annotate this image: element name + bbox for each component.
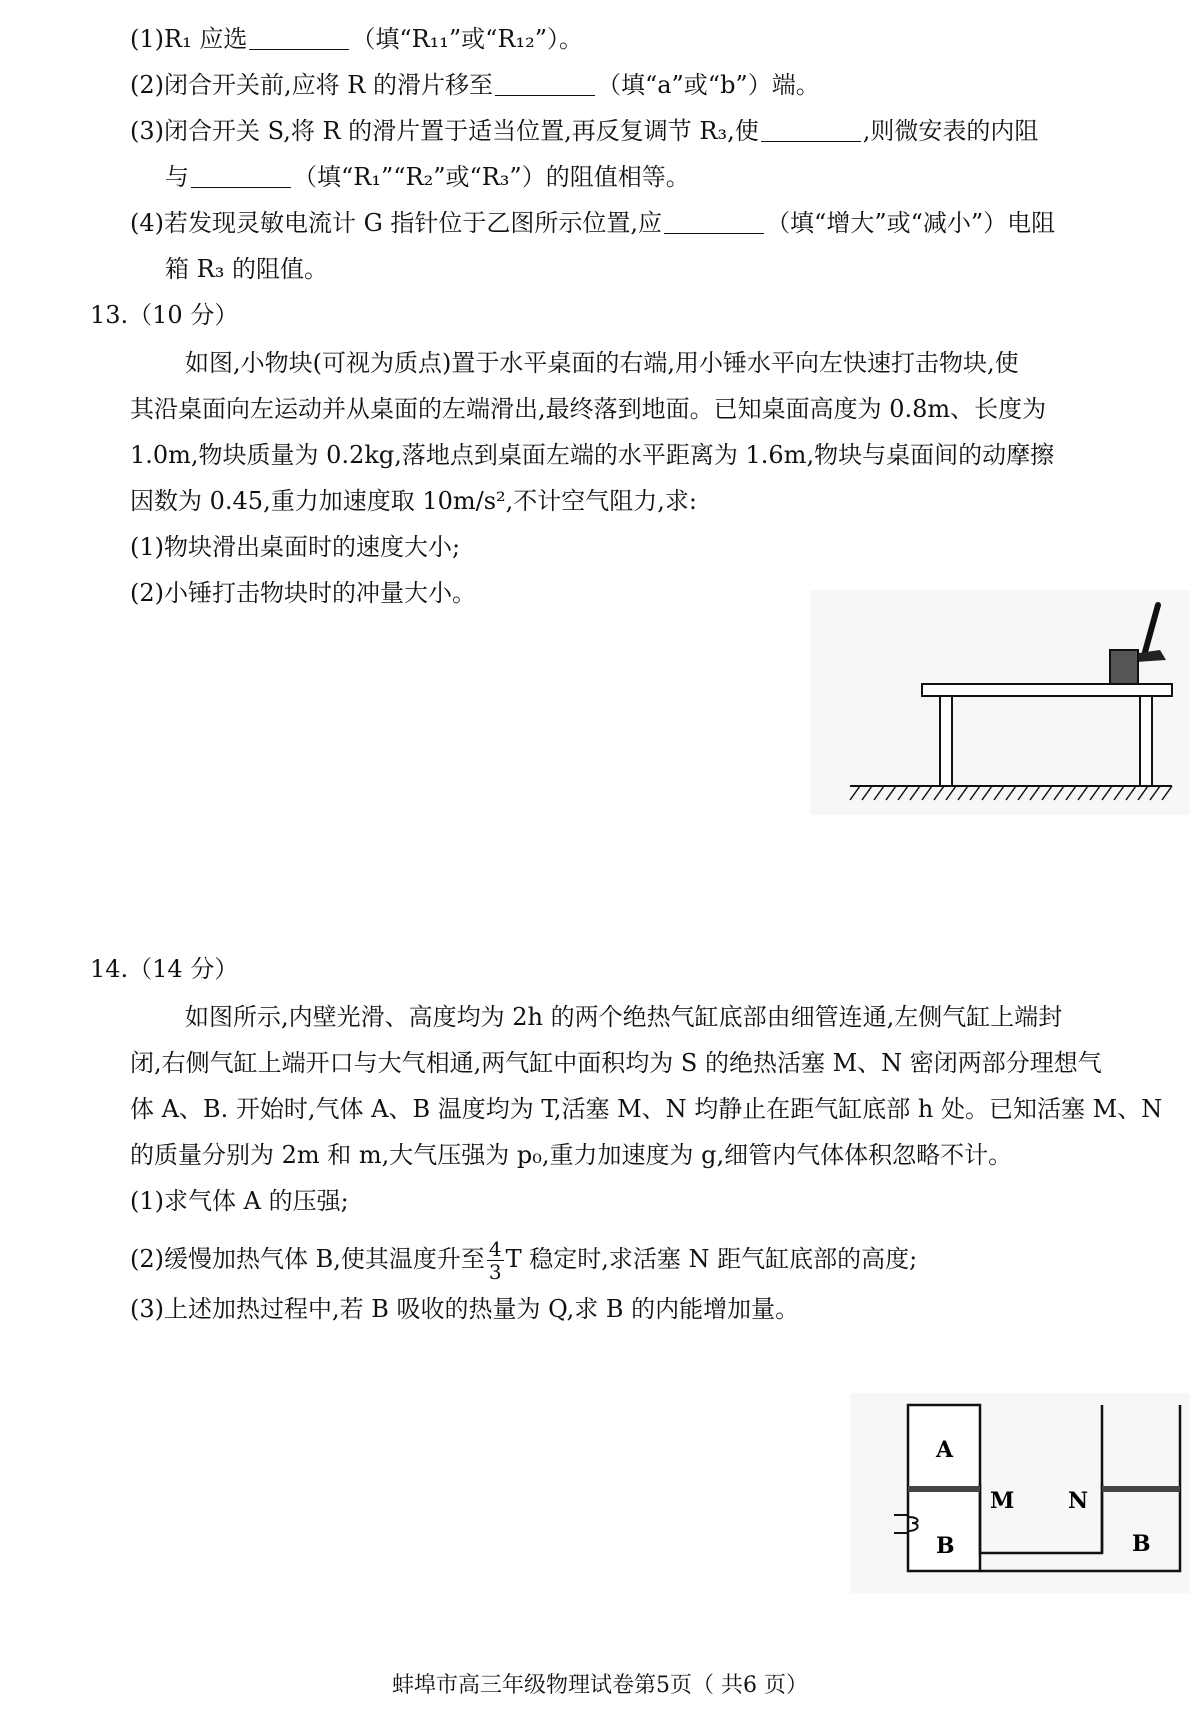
fraction [487,1238,504,1283]
figure-background [810,590,1190,815]
answer-blank [191,165,291,188]
answer-blank [495,73,595,96]
q13-body-line4: 因数为 0.45,重力加速度取 10m/s²,不计空气阻力,求: [130,487,697,515]
prev-q-part4-line2: 箱 R₃ 的阻值。 [165,255,328,283]
text: (2)闭合开关前,应将 R 的滑片移至 [130,71,493,99]
q14-sub1: (1)求气体 A 的压强; [130,1187,349,1215]
block [1110,650,1138,684]
q13-table-figure [810,590,1190,815]
q13-sub2: (2)小锤打击物块时的冲量大小。 [130,579,476,607]
label-m: M [990,1488,1015,1514]
q14-body-line1: 如图所示,内壁光滑、高度均为 2h 的两个绝热气缸底部由细管连通,左侧气缸上端封 [185,1003,1063,1031]
answer-blank [761,119,861,142]
answer-blank [249,27,349,50]
table-leg-left [940,696,952,786]
text: (3)闭合开关 S,将 R 的滑片置于适当位置,再反复调节 R₃,使 [130,117,759,145]
q13-heading: 13.（10 分） [90,301,239,329]
q14-sub2 [130,1238,917,1283]
figure-background [850,1393,1190,1593]
piston-m [908,1486,980,1492]
text: 与 [165,163,189,191]
q14-cylinder-figure [850,1393,1190,1593]
text: T 稳定时,求活塞 N 距气缸底部的高度; [505,1245,918,1273]
text: （填“a”或“b”）端。 [596,71,820,99]
text: (1)R₁ 应选 [130,25,248,53]
table-top [922,684,1172,696]
text: （填“增大”或“减小”）电阻 [766,209,1056,237]
q13-body-line3: 1.0m,物块质量为 0.2kg,落地点到桌面左端的水平距离为 1.6m,物块与桌面间的动摩擦 [130,441,1055,469]
prev-q-part4-line1 [130,206,1055,240]
prev-q-part3-line1 [130,114,1038,148]
table-leg-right [1140,696,1152,786]
label-b-right: B [1132,1531,1151,1557]
q14-body-line4: 的质量分别为 2m 和 m,大气压强为 p₀,重力加速度为 g,细管内气体体积忽略不计。 [130,1141,1013,1169]
text: ,则微安表的内阻 [862,117,1039,145]
q13-body-line1: 如图,小物块(可视为质点)置于水平桌面的右端,用小锤水平向左快速打击物块,使 [185,349,1019,377]
prev-q-part2 [130,68,820,102]
q14-heading: 14.（14 分） [90,955,239,983]
label-b-left: B [936,1533,955,1559]
q13-body-line2: 其沿桌面向左运动并从桌面的左端滑出,最终落到地面。已知桌面高度为 0.8m、长度为 [130,395,1047,423]
q13-sub1: (1)物块滑出桌面时的速度大小; [130,533,461,561]
q14-body-line3: 体 A、B. 开始时,气体 A、B 温度均为 T,活塞 M、N 均静止在距气缸底部 h 处。已知活塞 M、N [130,1095,1163,1123]
piston-n [1102,1486,1180,1492]
page-footer: 蚌埠市高三年级物理试卷第5页（ 共6 页） [392,1673,808,1698]
text: (4)若发现灵敏电流计 G 指针位于乙图所示位置,应 [130,209,663,237]
text: (2)缓慢加热气体 B,使其温度升至 [130,1245,485,1273]
prev-q-part3-line2 [165,160,690,194]
text: （填“R₁₁”或“R₁₂”）。 [351,25,584,53]
text: （填“R₁”“R₂”或“R₃”）的阻值相等。 [293,163,690,191]
q14-body-line2: 闭,右侧气缸上端开口与大气相通,两气缸中面积均为 S 的绝热活塞 M、N 密闭两部分理想气 [130,1049,1102,1077]
label-n: N [1068,1488,1089,1514]
label-a: A [936,1437,954,1463]
prev-q-part1 [130,22,583,56]
fraction-numerator: 4 [488,1237,502,1261]
answer-blank [664,211,764,234]
q14-sub3: (3)上述加热过程中,若 B 吸收的热量为 Q,求 B 的内能增加量。 [130,1295,800,1323]
fraction-denominator: 3 [488,1260,502,1284]
